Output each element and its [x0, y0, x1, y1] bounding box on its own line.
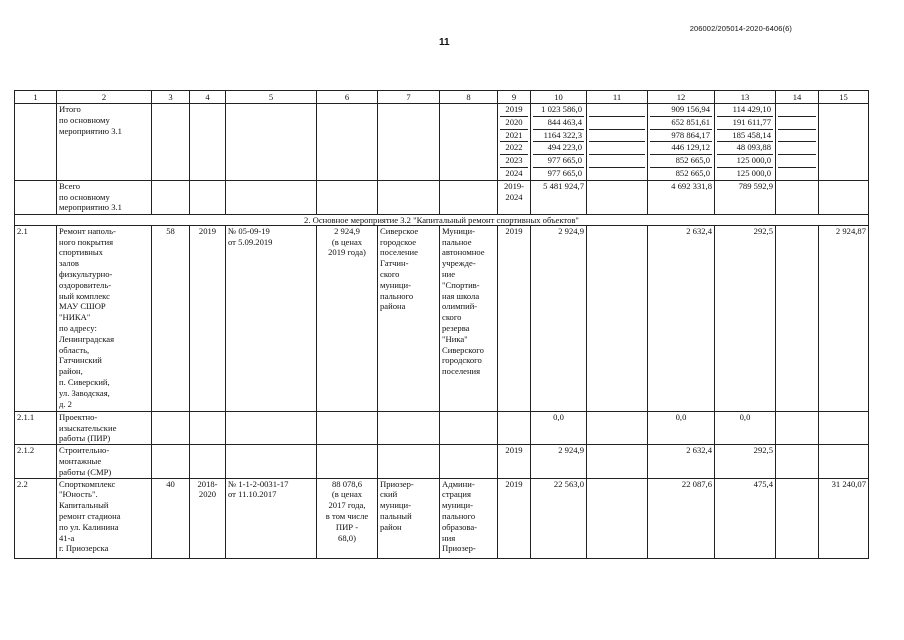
- row-col13: 475,4: [715, 478, 776, 558]
- row-col15: 31 240,07: [819, 478, 869, 558]
- page-number: 11: [439, 37, 450, 48]
- section-title: 2. Основное мероприятие 3.2 "Капитальный ремонт спортивных объектов": [15, 214, 869, 225]
- value-cell: 125 000,0: [736, 167, 771, 178]
- row-col10: 0,0: [531, 411, 587, 444]
- row-number: 2.1.2: [15, 445, 57, 478]
- row-col3: 58: [152, 225, 190, 411]
- row-2-1-1: [15, 411, 869, 444]
- value-cell: 978 864,17: [650, 129, 712, 142]
- value-cell: 48 093,88: [717, 142, 773, 155]
- row-col12: 2 632,4: [648, 445, 715, 478]
- row-2-2: [15, 478, 869, 558]
- row-2-1-2: [15, 445, 869, 478]
- row-col10: 2 924,9: [531, 445, 587, 478]
- value-cell: 852 665,0: [675, 167, 710, 178]
- header-cell: 10: [531, 91, 587, 104]
- row-col12: 22 087,6: [648, 478, 715, 558]
- value-cell: 852 665,0: [650, 155, 712, 168]
- row-number: 2.2: [15, 478, 57, 558]
- year-cell: 2020: [500, 116, 528, 129]
- total-3-1-label: Итого по основному мероприятию 3.1: [57, 104, 152, 181]
- row-col9: 2019: [498, 225, 531, 411]
- header-cell: 4: [190, 91, 226, 104]
- value-cell: 977 665,0: [547, 167, 582, 178]
- row-2-1: [15, 225, 869, 411]
- value-cell: 185 458,14: [717, 129, 773, 142]
- row-col8: Муници- пальное автономное учрежде- ние "Спортив- ная школа олимпий- ского резерва "Ника" Сиверского городского поселения: [440, 225, 498, 411]
- row-col5: № 05-09-19 от 5.09.2019: [226, 225, 317, 411]
- header-cell: 2: [57, 91, 152, 104]
- row-name: Ремонт наполь- ного покрытия спортивных залов физкультурно- оздоровитель- ный комплекс МАУ СШОР "НИКА" по адресу: Ленинградская область, Гатчинский район, п. Сиверский, ул. Заводская, д. 2: [57, 225, 152, 411]
- row-col10: 22 563,0: [531, 478, 587, 558]
- total-3-1-col14: [778, 104, 816, 180]
- year-cell: 2024: [505, 167, 523, 178]
- row-col9: 2019: [498, 445, 531, 478]
- header-cell: 13: [715, 91, 776, 104]
- header-cell: 9: [498, 91, 531, 104]
- row-col12: 0,0: [648, 411, 715, 444]
- value-cell: 494 223,0: [533, 142, 584, 155]
- header-cell: 12: [648, 91, 715, 104]
- row-col7: Сиверское городское поселение Гатчин- ского муници- пального района: [378, 225, 440, 411]
- document-number: 206002/205014-2020-6406(6): [689, 24, 792, 33]
- row-col5: № 1-1-2-0031-17 от 11.10.2017: [226, 478, 317, 558]
- year-cell: 2021: [500, 129, 528, 142]
- value-cell: 652 851,61: [650, 116, 712, 129]
- header-cell: 3: [152, 91, 190, 104]
- value-cell: 909 156,94: [650, 104, 712, 116]
- total-3-1-row: [15, 104, 869, 181]
- row-col9: 2019: [498, 478, 531, 558]
- row-col4: 2019: [190, 225, 226, 411]
- year-cell: 2019: [500, 104, 528, 116]
- row-col12: 2 632,4: [648, 225, 715, 411]
- grand-3-1-col10: 5 481 924,7: [531, 180, 587, 214]
- header-cell: 14: [776, 91, 819, 104]
- total-3-1-col11: [589, 104, 645, 180]
- row-name: Строительно- монтажные работы (СМР): [57, 445, 152, 478]
- header-cell: 5: [226, 91, 317, 104]
- row-name: Спорткомплекс "Юность". Капитальный ремонт стадиона по ул. Калинина 41-а г. Приозерска: [57, 478, 152, 558]
- header-cell: 8: [440, 91, 498, 104]
- row-col7: Приозер- ский муници- пальный район: [378, 478, 440, 558]
- value-cell: 114 429,10: [717, 104, 773, 116]
- total-3-1-col10: [533, 104, 584, 180]
- row-col13: 292,5: [715, 225, 776, 411]
- grand-3-1-row: [15, 180, 869, 214]
- header-row: [15, 91, 869, 104]
- value-cell: 191 611,77: [717, 116, 773, 129]
- grand-3-1-col13: 789 592,9: [715, 180, 776, 214]
- grand-3-1-col12: 4 692 331,8: [648, 180, 715, 214]
- total-3-1-col12: [650, 104, 712, 180]
- row-col15: 2 924,87: [819, 225, 869, 411]
- row-col6: 88 078,6 (в ценах 2017 года, в том числе ПИР - 68,0): [317, 478, 378, 558]
- year-cell: 2023: [500, 155, 528, 168]
- row-col13: 292,5: [715, 445, 776, 478]
- total-3-1-col13: [717, 104, 773, 180]
- value-cell: 844 463,4: [533, 116, 584, 129]
- header-cell: 11: [587, 91, 648, 104]
- value-cell: 977 665,0: [533, 155, 584, 168]
- grand-3-1-label: Всего по основному мероприятию 3.1: [57, 180, 152, 214]
- header-cell: 6: [317, 91, 378, 104]
- row-number: 2.1: [15, 225, 57, 411]
- year-cell: 2022: [500, 142, 528, 155]
- value-cell: 446 129,12: [650, 142, 712, 155]
- header-cell: 1: [15, 91, 57, 104]
- row-col6: 2 924,9 (в ценах 2019 года): [317, 225, 378, 411]
- row-name: Проектно- изыскательские работы (ПИР): [57, 411, 152, 444]
- section-row: [15, 214, 869, 225]
- row-number: 2.1.1: [15, 411, 57, 444]
- header-cell: 15: [819, 91, 869, 104]
- program-table: [14, 90, 869, 559]
- row-col4: 2018- 2020: [190, 478, 226, 558]
- value-cell: 1 023 586,0: [533, 104, 584, 116]
- value-cell: 125 000,0: [717, 155, 773, 168]
- row-col3: 40: [152, 478, 190, 558]
- header-cell: 7: [378, 91, 440, 104]
- value-cell: 1164 322,3: [533, 129, 584, 142]
- grand-3-1-years: 2019- 2024: [498, 180, 531, 214]
- total-3-1-years: [500, 104, 528, 180]
- row-col13: 0,0: [715, 411, 776, 444]
- row-col10: 2 924,9: [531, 225, 587, 411]
- row-col8: Админи- страция муници- пального образова- ния Приозер-: [440, 478, 498, 558]
